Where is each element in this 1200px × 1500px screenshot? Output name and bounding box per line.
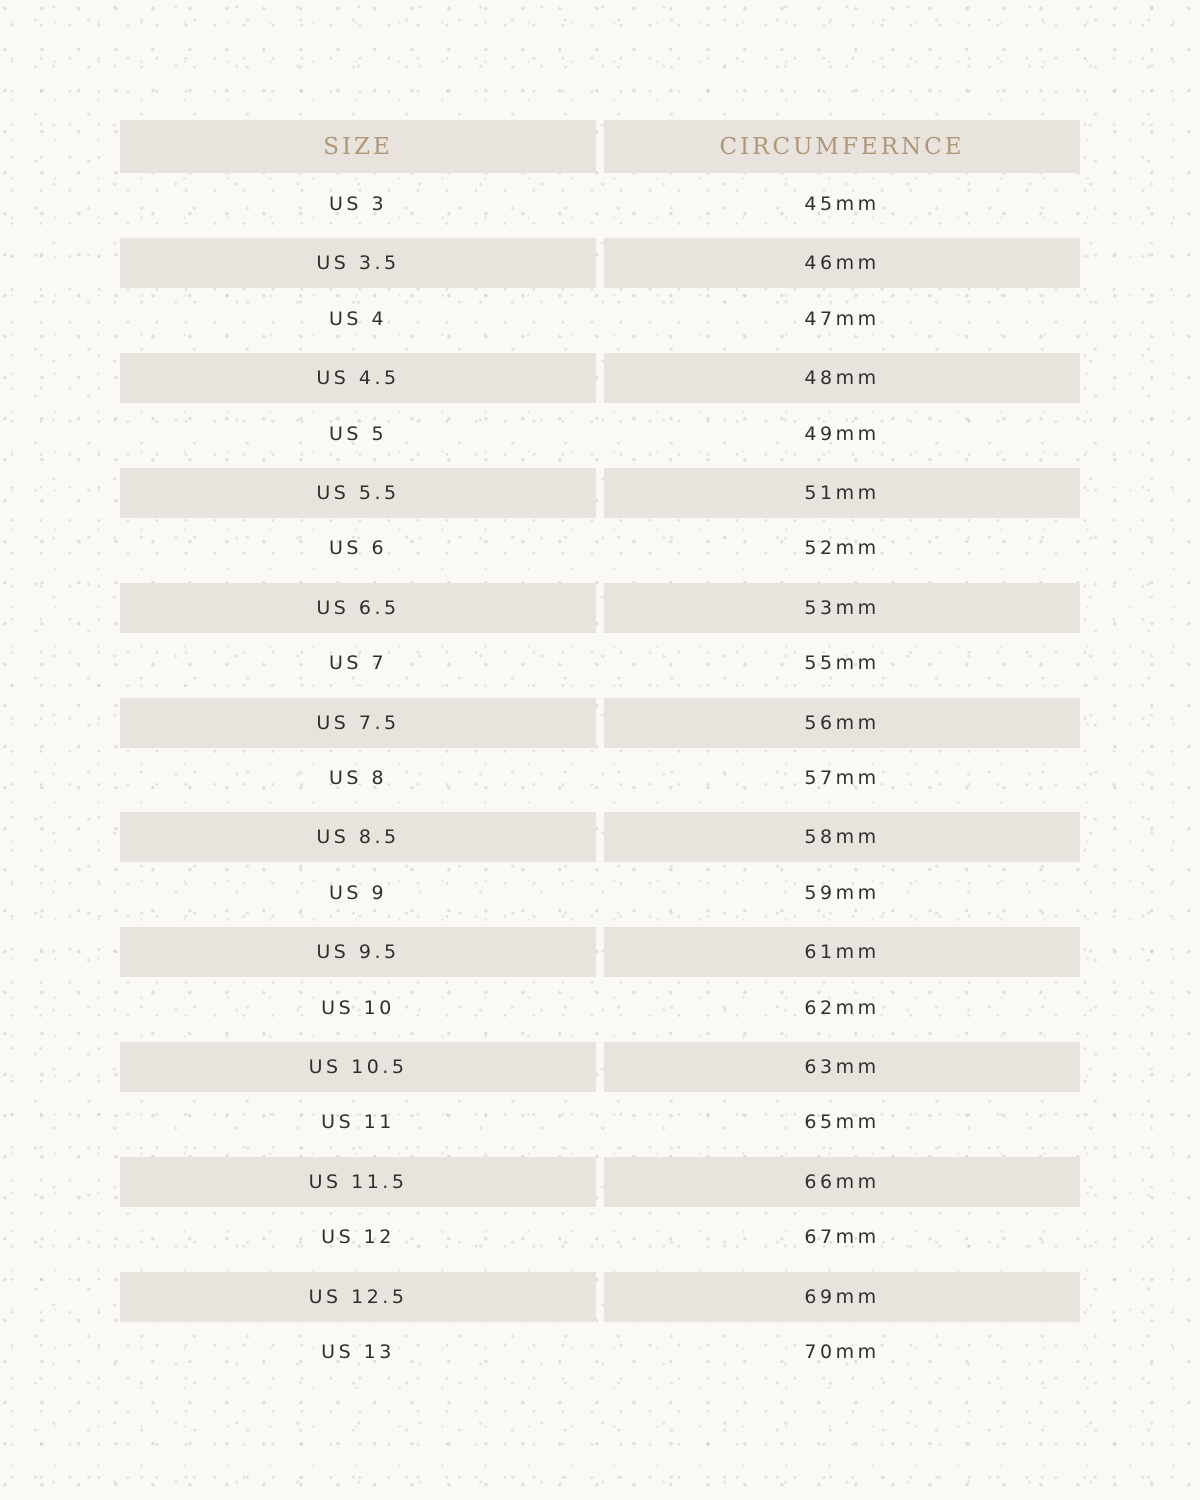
table-row xyxy=(120,867,1080,919)
size-cell: US 12 xyxy=(321,1226,395,1248)
table-row xyxy=(120,1096,1080,1148)
table-row xyxy=(120,1211,1080,1263)
circumference-cell: 51mm xyxy=(604,468,1080,518)
size-cell: US 3.5 xyxy=(120,238,596,288)
size-cell: US 4.5 xyxy=(120,353,596,403)
circumference-cell: 45mm xyxy=(804,193,880,215)
circumference-cell: 70mm xyxy=(804,1341,880,1363)
circumference-cell: 57mm xyxy=(804,767,880,789)
circumference-cell: 46mm xyxy=(604,238,1080,288)
size-cell: US 11 xyxy=(321,1111,395,1133)
size-cell: US 9 xyxy=(328,882,388,904)
size-cell: US 8.5 xyxy=(120,812,596,862)
circumference-cell: 65mm xyxy=(804,1111,880,1133)
table-row xyxy=(120,1326,1080,1378)
size-cell: US 10.5 xyxy=(120,1042,596,1092)
size-cell: US 3 xyxy=(328,193,388,215)
table-row xyxy=(120,408,1080,460)
size-cell: US 7.5 xyxy=(120,698,596,748)
table-row xyxy=(120,468,1080,518)
table-row xyxy=(120,982,1080,1034)
circumference-cell: 67mm xyxy=(804,1226,880,1248)
size-cell: US 13 xyxy=(321,1341,395,1363)
circumference-cell: 55mm xyxy=(804,652,880,674)
table-row xyxy=(120,522,1080,574)
table-row xyxy=(120,752,1080,804)
size-cell: US 4 xyxy=(328,308,388,330)
circumference-cell: 58mm xyxy=(604,812,1080,862)
size-cell: US 5 xyxy=(328,423,388,445)
table-row xyxy=(120,1157,1080,1207)
circumference-cell: 47mm xyxy=(804,308,880,330)
size-cell: US 9.5 xyxy=(120,927,596,977)
table-row xyxy=(120,637,1080,689)
circumference-cell: 56mm xyxy=(604,698,1080,748)
circumference-cell: 52mm xyxy=(804,537,880,559)
header-circumference: CIRCUMFERNCE xyxy=(604,120,1080,173)
circumference-cell: 63mm xyxy=(604,1042,1080,1092)
circumference-cell: 53mm xyxy=(604,583,1080,633)
circumference-cell: 48mm xyxy=(604,353,1080,403)
size-cell: US 11.5 xyxy=(120,1157,596,1207)
circumference-cell: 49mm xyxy=(804,423,880,445)
table-row xyxy=(120,812,1080,862)
size-cell: US 6.5 xyxy=(120,583,596,633)
table-row xyxy=(120,353,1080,403)
table-row xyxy=(120,1272,1080,1322)
circumference-cell: 69mm xyxy=(604,1272,1080,1322)
table-row xyxy=(120,238,1080,288)
table-header xyxy=(120,120,1080,173)
circumference-cell: 62mm xyxy=(804,997,880,1019)
size-cell: US 5.5 xyxy=(120,468,596,518)
table-row xyxy=(120,1042,1080,1092)
size-cell: US 7 xyxy=(328,652,388,674)
size-cell: US 8 xyxy=(328,767,388,789)
header-size: SIZE xyxy=(120,120,596,173)
size-cell: US 12.5 xyxy=(120,1272,596,1322)
circumference-cell: 61mm xyxy=(604,927,1080,977)
size-cell: US 10 xyxy=(321,997,395,1019)
table-row xyxy=(120,698,1080,748)
circumference-cell: 59mm xyxy=(804,882,880,904)
circumference-cell: 66mm xyxy=(604,1157,1080,1207)
table-row xyxy=(120,583,1080,633)
size-cell: US 6 xyxy=(328,537,388,559)
table-row xyxy=(120,178,1080,230)
table-row xyxy=(120,293,1080,345)
table-row xyxy=(120,927,1080,977)
